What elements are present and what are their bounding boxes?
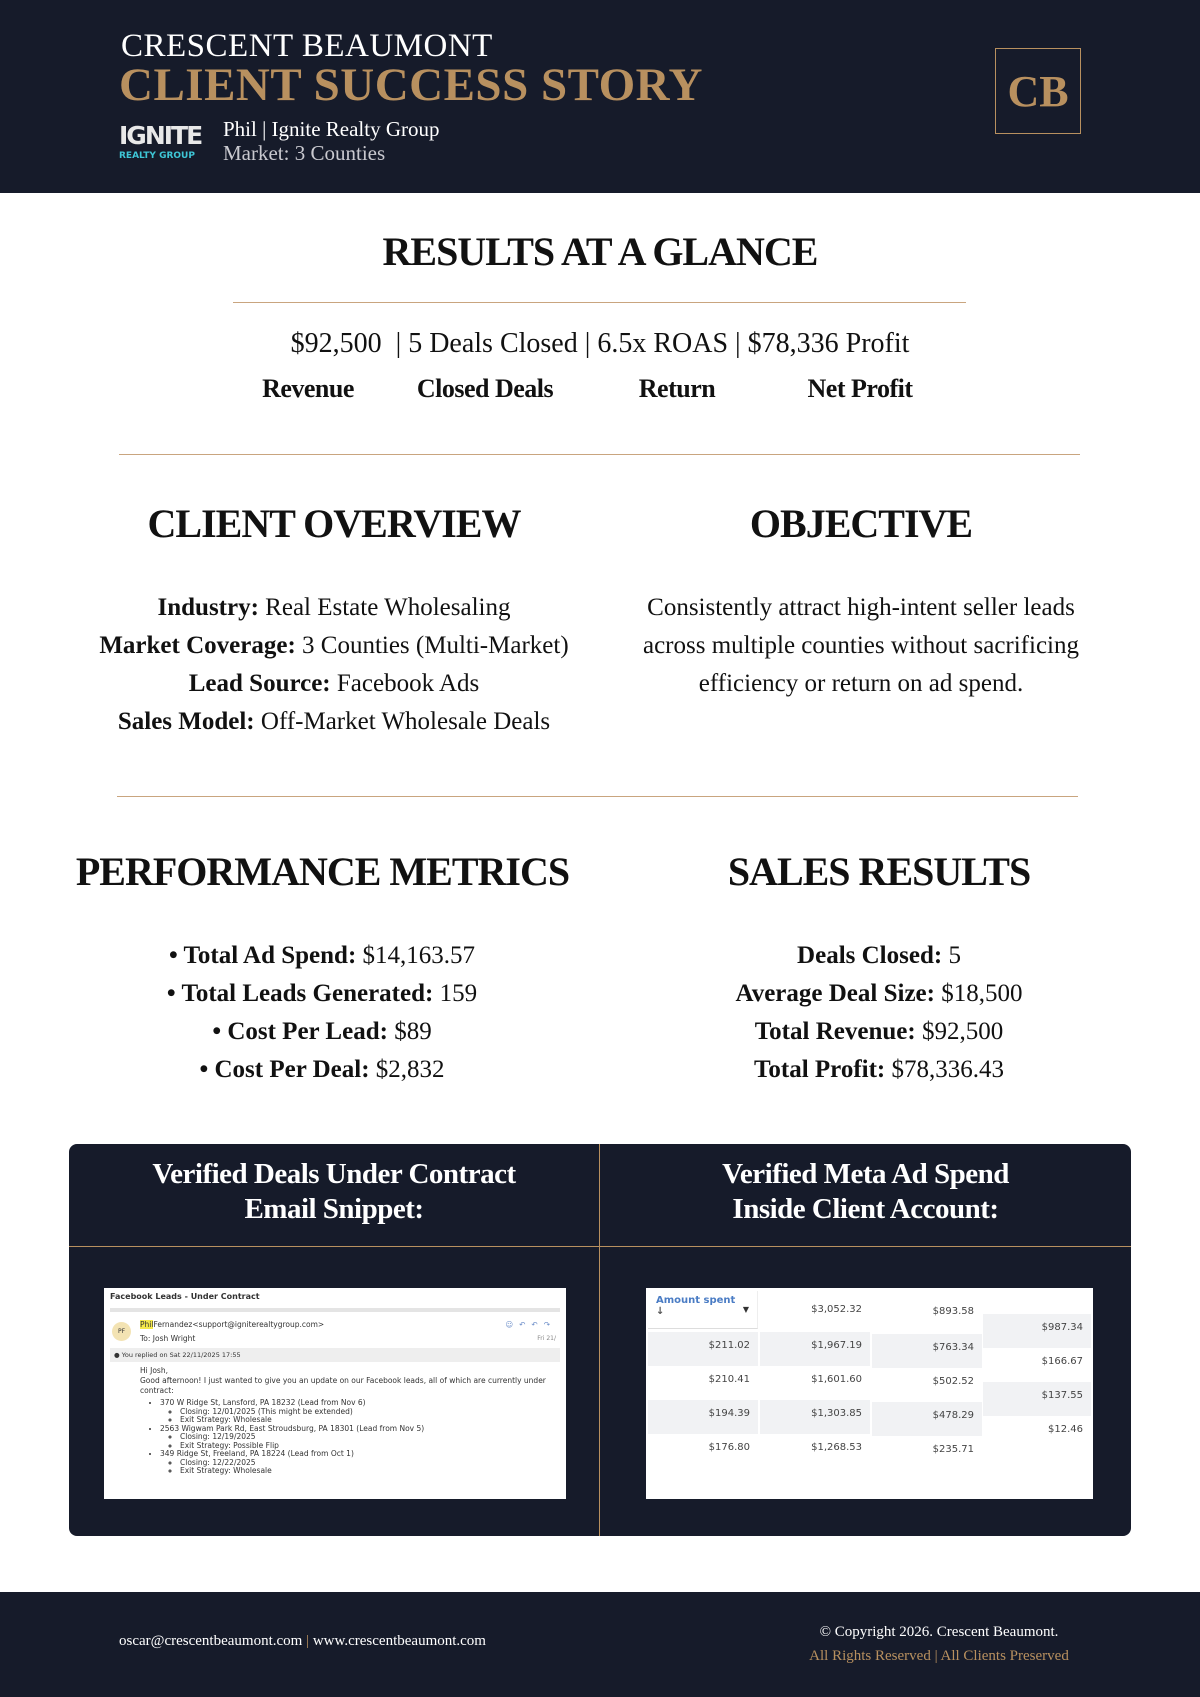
- divider: [119, 454, 1080, 455]
- ad-spend-cell: $210.41: [648, 1366, 758, 1400]
- glance-stats: $92,500 | 5 Deals Closed | 6.5x ROAS | $78,336 Profit: [290, 328, 910, 359]
- performance-title: PERFORMANCE METRICS: [75, 849, 570, 894]
- footer-email[interactable]: oscar@crescentbeaumont.com: [119, 1633, 303, 1649]
- client-logo: IGNITE REALTY GROUP: [119, 121, 202, 161]
- overview-list: Industry: Real Estate Wholesaling Market Coverage: 3 Counties (Multi-Market) Lead Source: Facebook Ads Sales Model: Off-Market Wholesale Deals: [99, 594, 569, 735]
- email-body: Hi Josh, Good afternoon! I just wanted to give you an update on our Facebook leads, all of which are currently under contract: • 370 W Ridge St, Lansford, PA 18232 (Lead from Nov 6) ◦ Closing: 12/01/2025 (This might be extended) ◦ Exit Strategy: Wholesale • 2563 Wigwam Park Rd, East Stroudsburg, PA 18301 (Lead from Nov 5) ◦ Closing: 12/19/2025 ◦ Exit Strategy: Possible Flip • 349 Ridge St, Freeland, PA 18224 (Lead from Oct 1) ◦ Closing: 12/22/2025 ◦ Exit Strategy: Wholesale: [110, 1362, 560, 1476]
- ad-spend-cell: $3,052.32: [760, 1296, 870, 1330]
- ad-spend-cell: $987.34: [983, 1314, 1091, 1348]
- ad-spend-cell: $1,268.53: [760, 1434, 870, 1468]
- ad-spend-cell: $137.55: [983, 1382, 1091, 1416]
- objective-title: OBJECTIVE: [749, 501, 973, 546]
- page-title: CLIENT SUCCESS STORY: [119, 59, 703, 111]
- overview-title: CLIENT OVERVIEW: [147, 501, 521, 546]
- divider: [233, 302, 966, 303]
- objective-text: Consistently attract high-intent seller leads across multiple counties without sacrificing efficiency or return on ad spend.: [642, 594, 1079, 697]
- client-name: Phil | Ignite Realty Group: [223, 117, 440, 141]
- divider: [117, 796, 1078, 797]
- ad-spend-cell: $1,303.85: [760, 1400, 870, 1434]
- email-screenshot: [104, 1288, 566, 1499]
- ad-spend-cell: $176.80: [648, 1434, 758, 1468]
- ad-spend-cell: $893.58: [872, 1298, 982, 1332]
- ad-spend-cell: $478.29: [872, 1402, 982, 1436]
- amount-spent-header[interactable]: Amount spent ▼ ↓: [648, 1291, 758, 1329]
- ad-spend-cell: $194.39: [648, 1400, 758, 1434]
- ads-proof-title: Verified Meta Ad Spend Inside Client Account:: [722, 1158, 1009, 1225]
- glance-title: RESULTS AT A GLANCE: [382, 229, 818, 274]
- sales-list: Deals Closed: 5 Average Deal Size: $18,500 Total Revenue: $92,500 Total Profit: $78,336.43: [735, 942, 1023, 1083]
- divider: [69, 1246, 1131, 1247]
- email-to: To: Josh Wright: [140, 1334, 196, 1343]
- avatar: PF: [112, 1322, 131, 1341]
- client-info: [223, 117, 440, 165]
- ad-spend-cell: $12.46: [983, 1416, 1091, 1450]
- ad-spend-cell: $502.52: [872, 1368, 982, 1402]
- email-proof-title: Verified Deals Under Contract Email Snippet:: [152, 1158, 516, 1225]
- monogram-logo: CB: [995, 48, 1081, 134]
- ad-spend-cell: $211.02: [648, 1332, 758, 1366]
- proof-panel: [69, 1144, 1131, 1536]
- footer-copyright: © Copyright 2026. Crescent Beaumont. All Rights Reserved | All Clients Preserved: [809, 1624, 1069, 1664]
- ad-spend-cell: $166.67: [983, 1348, 1091, 1382]
- reply-actions-icons: ☺↶↶↷: [505, 1320, 556, 1329]
- ad-spend-cell: $1,967.19: [760, 1332, 870, 1366]
- performance-list: • Total Ad Spend: $14,163.57 • Total Leads Generated: 159 • Cost Per Lead: $89 • Cost Per Deal: $2,832: [166, 942, 478, 1083]
- footer-contact: oscar@crescentbeaumont.com | www.crescentbeaumont.com: [119, 1633, 486, 1649]
- ad-spend-cell: $1,601.60: [760, 1366, 870, 1400]
- email-from: PhilFernandez<support@igniterealtygroup.com>: [140, 1320, 325, 1329]
- brand-name: CRESCENT BEAUMONT: [121, 28, 493, 64]
- client-market: Market: 3 Counties: [223, 141, 386, 165]
- ad-spend-cell: $235.71: [872, 1436, 982, 1470]
- replied-notice: ● You replied on Sat 22/11/2025 17:55: [110, 1348, 560, 1362]
- sales-title: SALES RESULTS: [727, 849, 1031, 894]
- sort-arrow-icon: ↓: [656, 1306, 665, 1317]
- email-subject: Facebook Leads - Under Contract: [110, 1292, 560, 1312]
- footer: [0, 1592, 1200, 1697]
- email-date: Fri 21/: [537, 1335, 556, 1342]
- ad-spend-cell: $763.34: [872, 1334, 982, 1368]
- footer-website[interactable]: www.crescentbeaumont.com: [312, 1633, 486, 1649]
- ad-spend-table: [646, 1288, 1093, 1499]
